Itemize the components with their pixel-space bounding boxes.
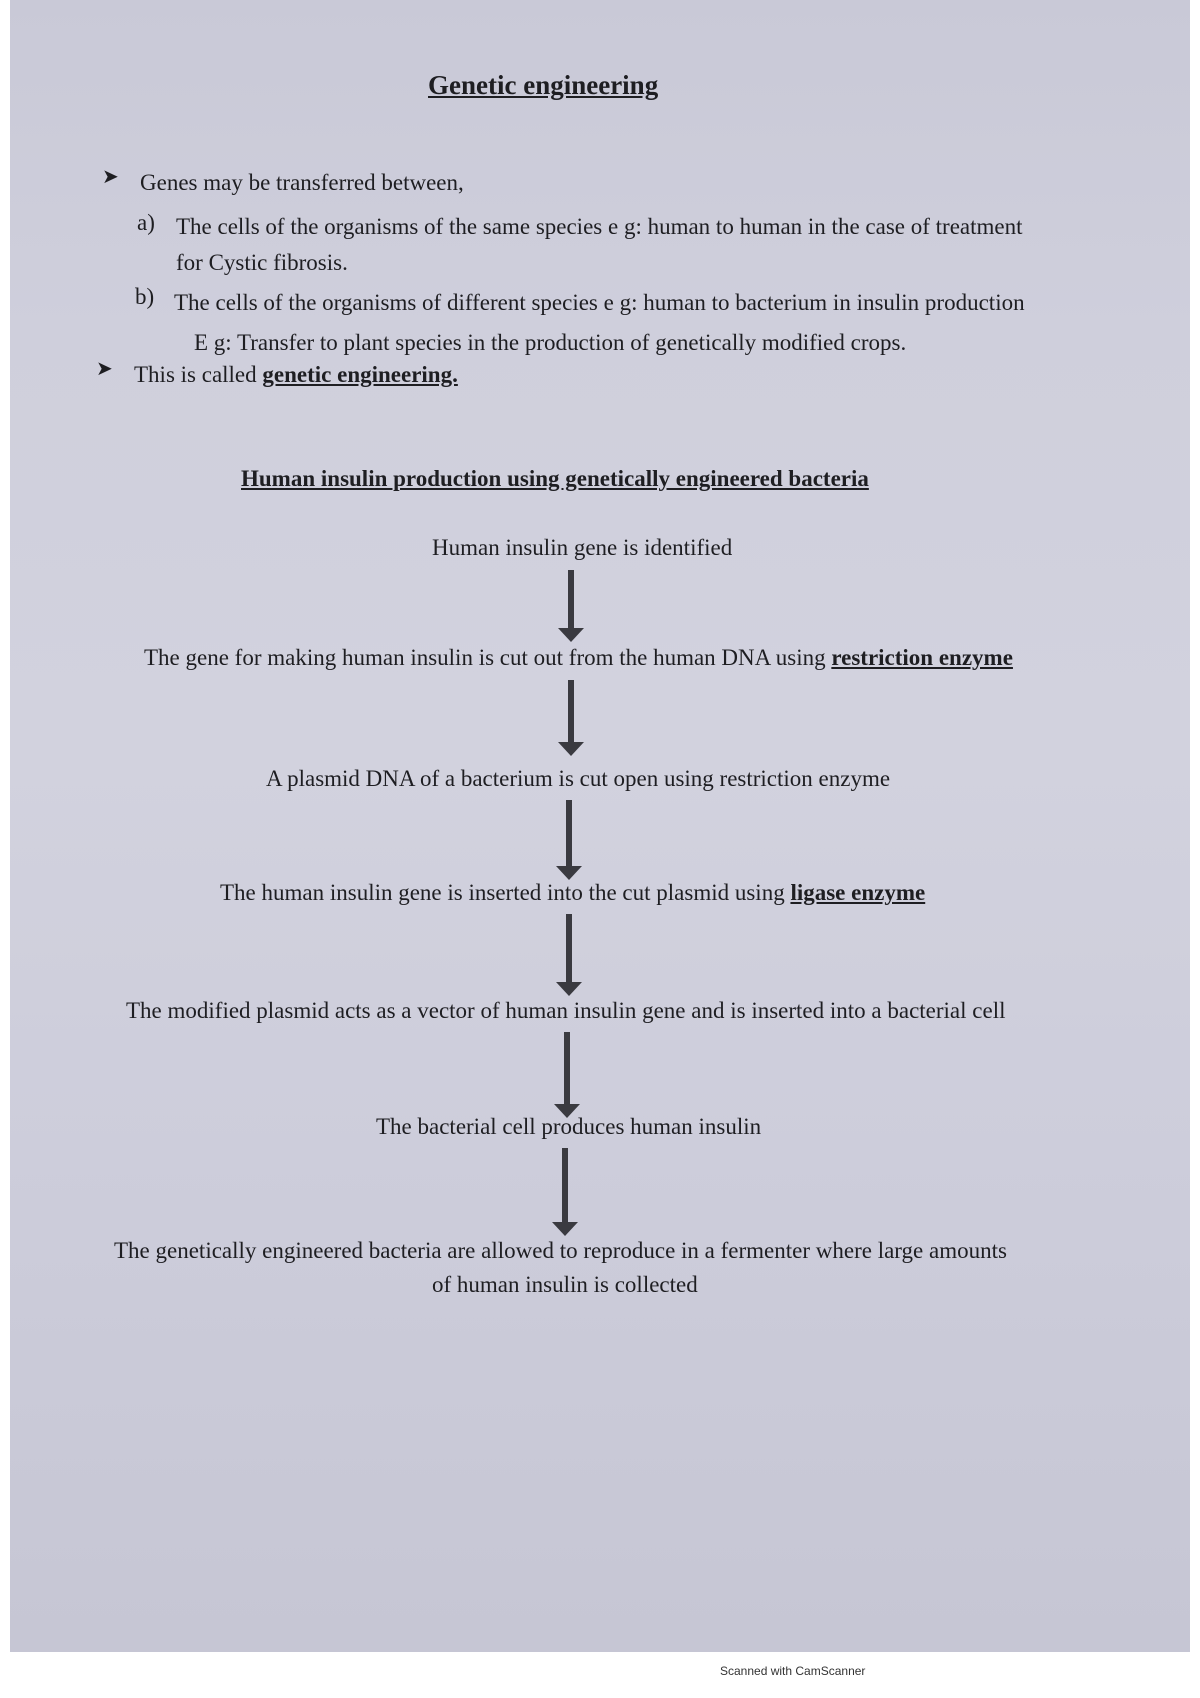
- section-title: Human insulin production using genetically engineered bacteria: [241, 466, 869, 491]
- down-arrow-icon: [554, 800, 584, 880]
- intro-bullet-2: [134, 362, 458, 388]
- arrowhead-bullet-icon: ➤: [96, 358, 113, 380]
- genetic-engineering-term: genetic engineering.: [262, 362, 458, 387]
- flow-step-7-line-2: of human insulin is collected: [432, 1272, 698, 1297]
- flow-step-7-line-1: The genetically engineered bacteria are allowed to reproduce in a fermenter where large amounts: [114, 1238, 1007, 1263]
- item-b-line-1: The cells of the organisms of different species e g: human to bacterium in insulin production: [174, 290, 1025, 315]
- item-a-line-2: for Cystic fibrosis.: [176, 250, 348, 275]
- scanned-page: [10, 0, 1190, 1652]
- item-b-line-2: E g: Transfer to plant species in the production of genetically modified crops.: [194, 330, 907, 355]
- item-a-marker: a): [137, 210, 155, 235]
- down-arrow-icon: [550, 1148, 580, 1236]
- page-title: Genetic engineering: [428, 70, 659, 100]
- flow-step-1: Human insulin gene is identified: [432, 535, 733, 560]
- flow-step-2: [144, 645, 1013, 671]
- arrowhead-bullet-icon: ➤: [102, 166, 119, 188]
- item-b-marker: b): [135, 284, 155, 309]
- flow-step-3: A plasmid DNA of a bacterium is cut open using restriction enzyme: [266, 766, 891, 791]
- flow-step-6: The bacterial cell produces human insulin: [376, 1114, 762, 1139]
- flow-step-2-text: The gene for making human insulin is cut out from the human DNA using: [144, 645, 832, 670]
- item-a-line-1: The cells of the organisms of the same species e g: human to human in the case of treatment: [176, 214, 1023, 239]
- scanner-footer: Scanned with CamScanner: [720, 1664, 866, 1678]
- intro-bullet-2-prefix: This is called: [134, 362, 263, 387]
- down-arrow-icon: [556, 570, 586, 642]
- down-arrow-icon: [554, 914, 584, 996]
- down-arrow-icon: [556, 680, 586, 756]
- restriction-enzyme-term: restriction enzyme: [831, 645, 1013, 670]
- ligase-enzyme-term: ligase enzyme: [790, 880, 926, 905]
- down-arrow-icon: [552, 1032, 582, 1118]
- flow-step-4-text: The human insulin gene is inserted into the cut plasmid using: [220, 880, 791, 905]
- flow-step-4: [220, 880, 925, 906]
- intro-bullet-1: Genes may be transferred between,: [140, 170, 464, 195]
- flow-step-5: The modified plasmid acts as a vector of human insulin gene and is inserted into a bacterial cell: [126, 998, 1006, 1023]
